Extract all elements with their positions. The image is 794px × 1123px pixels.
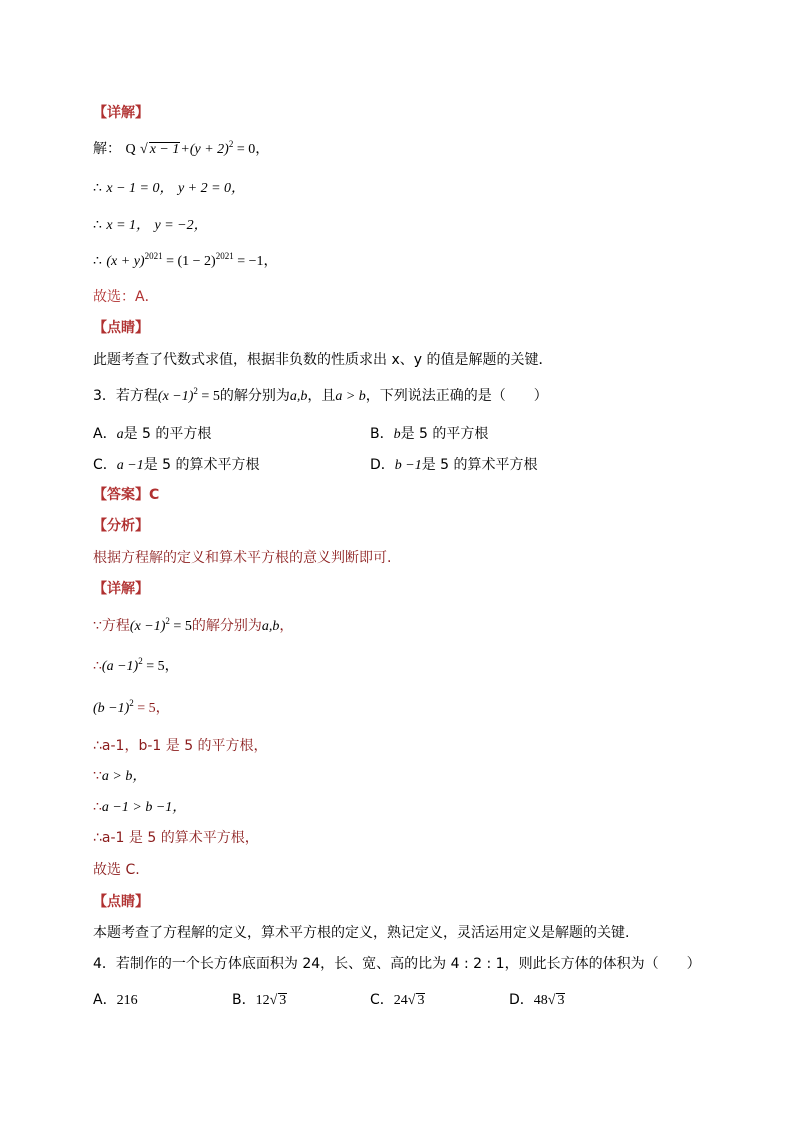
- solution-line-2: ∴ x − 1 = 0， y + 2 = 0，: [93, 181, 246, 196]
- question-4: 4．若制作的一个长方体底面积为 24，长、宽、高的比为 4 : 2 : 1，则此长方体的体积为（ ）: [93, 956, 701, 972]
- because-glyph: Q: [125, 142, 136, 157]
- answer-choice-2: 故选 C.: [93, 862, 140, 878]
- detail-line-3: $(b -1)^2 = 5$，: [93, 698, 170, 716]
- analysis-text: 根据方程解的定义和算术平方根的意义判断即可.: [93, 550, 392, 566]
- solution-line-4: ∴ $(x + y)^{2021} = (1 - 2)^{2021} = -1$，: [93, 251, 278, 269]
- detail-line-6: ∴a −1 > b −1，: [93, 800, 187, 815]
- q4-option-c: C．24√ 3: [370, 992, 425, 1008]
- section-heading-point-2: 【点睛】: [93, 894, 149, 910]
- q3-option-b: B．b是 5 的平方根: [370, 426, 489, 442]
- detail-line-7: ∴a-1 是 5 的算术平方根，: [93, 830, 259, 846]
- detail-line-2: ∴(a −1)$^2$ = 5，: [93, 656, 179, 674]
- section-heading-point: 【点睛】: [93, 320, 149, 336]
- solution-line-3: ∴ x = 1， y = −2，: [93, 218, 208, 233]
- q3-option-c: C．a −1是 5 的算术平方根: [93, 457, 260, 473]
- detail-line-1: ∵方程$(x -1)^2 = 5$的解分别为a,b，: [93, 616, 294, 634]
- q4-option-b: B．12√ 3: [232, 992, 287, 1008]
- point-text: 此题考查了代数式求值，根据非负数的性质求出 x、y 的值是解题的关键．: [93, 352, 553, 368]
- detail-line-4: ∴a-1，b-1 是 5 的平方根，: [93, 738, 268, 754]
- analysis-heading: 【分析】: [93, 518, 149, 534]
- q4-option-d: D．48√ 3: [509, 992, 565, 1008]
- answer-choice: 故选：A．: [93, 289, 159, 305]
- solution-line-1: 解： Q √ $x - 1+(y + 2)^2 = 0$，: [93, 139, 270, 157]
- question-3: 3．若方程$(x -1)^2 = 5$的解分别为a,b，且a > b，下列说法正确的是（ ）: [93, 386, 548, 404]
- answer-heading: 【答案】C: [93, 487, 160, 503]
- q3-option-a: A．a是 5 的平方根: [93, 426, 212, 442]
- q4-option-a: A．216: [93, 992, 138, 1008]
- section-heading-detail: 【详解】: [93, 105, 149, 121]
- section-heading-detail-2: 【详解】: [93, 581, 149, 597]
- q3-option-d: D．b −1是 5 的算术平方根: [370, 457, 538, 473]
- detail-line-5: ∵a > b，: [93, 769, 147, 784]
- point-text-2: 本题考查了方程解的定义，算术平方根的定义，熟记定义，灵活运用定义是解题的关键.: [93, 925, 630, 941]
